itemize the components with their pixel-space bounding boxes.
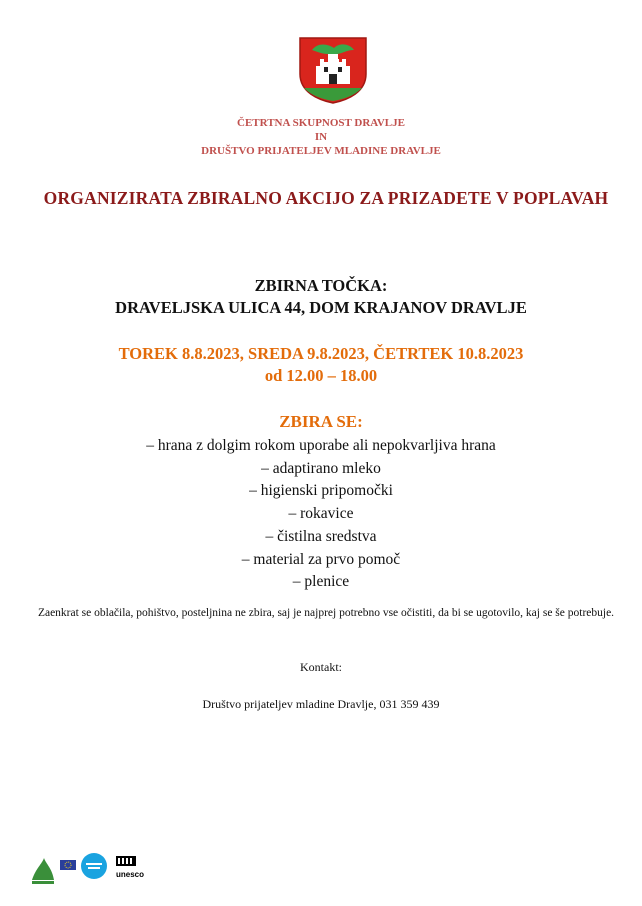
list-item: – čistilna sredstva [265, 527, 377, 545]
schedule-days: TOREK 8.8.2023, SREDA 9.8.2023, ČETRTEK 10.8.2023 [118, 344, 524, 363]
ljubljana-coat-of-arms-icon [298, 36, 368, 104]
schedule [0, 343, 642, 387]
eco-school-logo-icon [30, 854, 56, 884]
green-capital-logo-icon [81, 853, 107, 879]
collected-items-list [0, 435, 642, 594]
list-item: – rokavice [288, 505, 354, 523]
list-item: – higienski pripomočki [249, 482, 393, 500]
page-title: ORGANIZIRATA ZBIRALNO AKCIJO ZA PRIZADETE V POPLAVAH [43, 188, 609, 208]
footer-logos [30, 850, 160, 890]
list-item: – adaptirano mleko [261, 459, 381, 477]
collected-heading: ZBIRA SE: [279, 412, 363, 431]
contact-details: Društvo prijateljev mladine Dravlje, 031 359 439 [202, 697, 440, 711]
unesco-text: unesco [116, 870, 145, 879]
list-item: – hrana z dolgim rokom uporabe ali nepokvarljiva hrana [146, 437, 496, 454]
organizer-line-3: DRUŠTVO PRIJATELJEV MLADINE DRAVLJE [201, 145, 441, 157]
contact-heading: Kontakt: [300, 660, 342, 674]
note-text: Zaenkrat se oblačila, pohištvo, posteljnina ne zbira, saj je najprej potrebno vse očistiti, da bi se ugotovilo, kaj se še potrebuje. [37, 607, 615, 619]
list-item: – plenice [292, 573, 350, 591]
unesco-logo-icon [116, 856, 144, 879]
organizer-line-2: IN [314, 131, 328, 143]
collection-point-label: ZBIRNA TOČKA: [254, 276, 388, 295]
collection-point-address: DRAVELJSKA ULICA 44, DOM KRAJANOV DRAVLJE [115, 298, 527, 317]
collection-point [0, 275, 642, 319]
organizers [0, 116, 642, 158]
list-item: – material za prvo pomoč [241, 550, 401, 568]
schedule-hours: od 12.00 – 18.00 [264, 366, 378, 385]
eu-flag-icon [60, 860, 76, 870]
organizer-line-1: ČETRTNA SKUPNOST DRAVLJE [237, 117, 405, 129]
